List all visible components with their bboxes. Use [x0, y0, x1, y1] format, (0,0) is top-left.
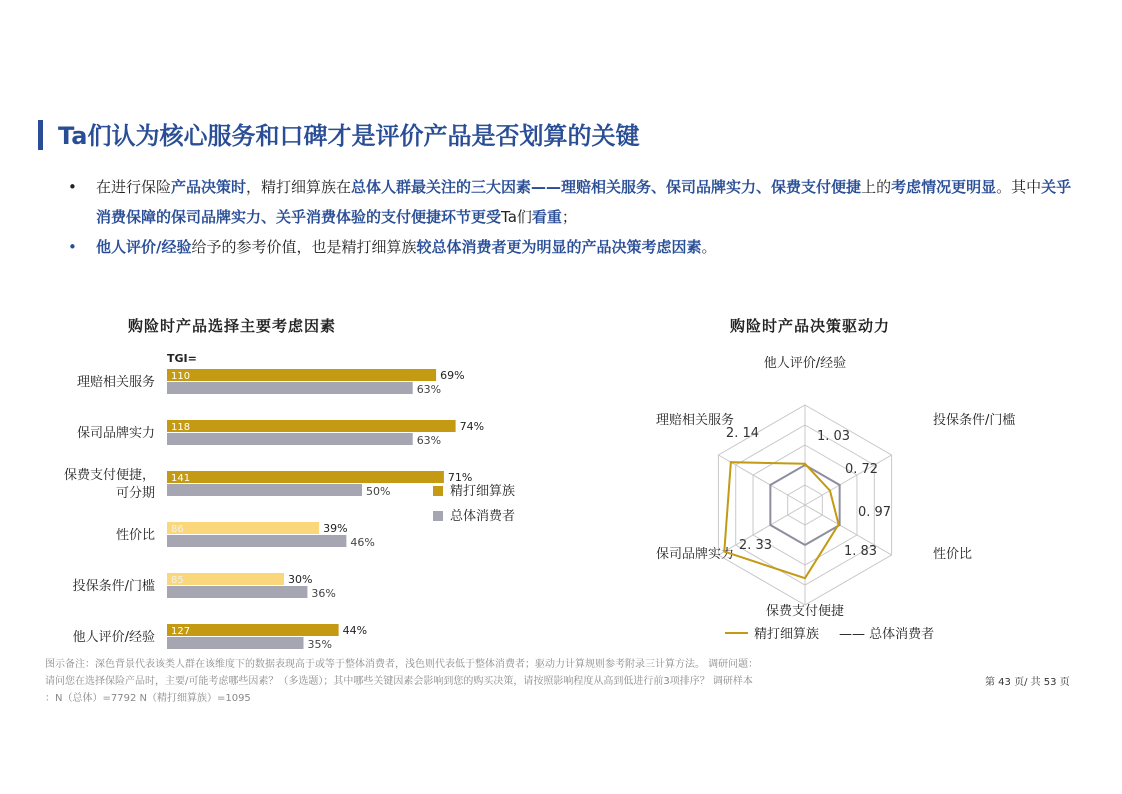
radar-axis-label: 理赔相关服务 — [655, 413, 734, 428]
page-title: Ta们认为核心服务和口碑才是评价产品是否划算的关键 — [58, 122, 640, 150]
legend-label: 精打细算族 — [754, 627, 820, 642]
bullet-text-1 — [96, 178, 1071, 226]
highlight-text: 较总体消费者更为明显的产品决策考虑因素 — [416, 238, 702, 256]
footnote-line: 图示备注：深色背景代表该类人群在该维度下的数据表现高于或等于整体消费者，浅色则代表低于整体消费者；驱动力计算规则参考附录三计算方法。 调研问题： — [45, 659, 759, 670]
bar-overall — [167, 484, 362, 496]
radar-data-label: 0. 97 — [858, 505, 892, 520]
category-label: 投保条件/门槛 — [72, 579, 155, 594]
tgi-value: 85 — [171, 575, 184, 586]
highlight-text: 考虑情况更明显 — [891, 178, 997, 196]
page-number: 第 43 页/ 共 53 页 — [985, 677, 1070, 688]
bar-overall — [167, 586, 307, 598]
body-text: 。其中 — [996, 178, 1042, 196]
footnote-line: 请问您在选择保险产品时，主要/可能考虑哪些因素？（多选题）；其中哪些关键因素会影响到您的购买决策，请按照影响程度从高到低进行前3项排序？ 调研样本 — [45, 676, 753, 687]
bar-chart-title: 购险时产品选择主要考虑因素 — [128, 317, 337, 335]
bar-overall — [167, 637, 304, 649]
radar-data-label: 1. 03 — [817, 429, 851, 444]
bullet-text-2 — [96, 238, 717, 256]
radar-axis-label: 保费支付便捷 — [765, 604, 845, 619]
body-text: 上的 — [861, 178, 892, 196]
title-accent-bar — [38, 120, 43, 150]
radar-axis-label: 投保条件/门槛 — [933, 413, 1016, 428]
bar-value-label: 69% — [440, 369, 465, 382]
category-label: 性价比 — [115, 528, 155, 543]
bar-value-label: 44% — [342, 624, 368, 637]
tgi-value: 118 — [171, 422, 191, 433]
bar-overall — [167, 382, 413, 394]
bar-frugal — [167, 624, 339, 636]
highlight-text: 他人评价/经验 — [96, 238, 192, 256]
bar-chart — [40, 345, 560, 650]
radar-data-label: 1. 83 — [844, 544, 878, 559]
legend-label: 精打细算族 — [450, 484, 516, 499]
category-label: 保费支付便捷， — [63, 468, 155, 483]
bar-frugal — [167, 369, 436, 381]
radar-axis-label: 他人评价/经验 — [763, 356, 847, 371]
highlight-text: 关乎消费保障的保司品牌实力、关乎消费体验的支付便捷环节更受 — [96, 178, 1072, 226]
radar-chart-title: 购险时产品决策驱动力 — [730, 317, 891, 335]
body-text: Ta们 — [501, 208, 532, 226]
bullet-item-1 — [68, 172, 1078, 232]
bar-overall — [167, 433, 413, 445]
bar-frugal — [167, 573, 284, 585]
legend-swatch-frugal — [433, 486, 443, 496]
radar-axis-label: 性价比 — [933, 547, 973, 562]
bullet-list — [68, 172, 1078, 262]
bar-frugal — [167, 471, 444, 483]
bar-value-label: 50% — [366, 485, 391, 498]
tgi-value: 141 — [171, 473, 191, 484]
bar-value-label: 74% — [459, 420, 485, 433]
legend-swatch-overall — [433, 511, 443, 521]
bar-value-label: 71% — [447, 471, 473, 484]
bar-overall — [167, 535, 346, 547]
highlight-text: 看重 — [531, 208, 562, 226]
category-label: 理赔相关服务 — [76, 375, 155, 390]
category-label: 保司品牌实力 — [76, 426, 155, 441]
radar-axis-label: 保司品牌实力 — [655, 547, 734, 562]
radar-data-label: 0. 72 — [845, 462, 879, 477]
body-text: 在进行保险 — [96, 178, 172, 196]
radar-data-label: 2. 14 — [725, 426, 759, 441]
tgi-value: 110 — [171, 371, 191, 382]
tgi-value: 127 — [171, 626, 191, 637]
tgi-label: TGI= — [167, 352, 197, 365]
body-text: ，精打细算族在 — [246, 178, 352, 196]
bar-frugal — [167, 522, 319, 534]
radar-data-label: 2. 33 — [738, 538, 772, 553]
highlight-text: 产品决策时 — [171, 178, 247, 196]
bar-value-label: 30% — [288, 573, 313, 586]
bullet-item-2 — [68, 232, 1078, 262]
category-label: 可分期 — [115, 486, 155, 501]
legend-label: 总体消费者 — [450, 509, 516, 524]
body-text: ； — [561, 208, 577, 226]
bar-value-label: 35% — [307, 638, 332, 650]
highlight-text: 总体人群最关注的三大因素——理赔相关服务、保司品牌实力、保费支付便捷 — [351, 178, 862, 196]
bullet-dot: • — [68, 238, 77, 256]
body-text: 。 — [701, 238, 717, 256]
radar-chart — [630, 345, 1060, 650]
bar-value-label: 36% — [311, 587, 336, 600]
body-text: 给予的参考价值，也是精打细算族 — [191, 238, 417, 256]
bar-value-label: 63% — [416, 434, 442, 447]
legend-label: —— 总体消费者 — [839, 627, 935, 642]
footnote-line: ：N（总体）=7792 N（精打细算族）=1095 — [45, 693, 251, 704]
footnote — [45, 656, 895, 707]
bar-value-label: 39% — [323, 522, 348, 535]
bullet-dot: • — [68, 178, 77, 196]
bar-value-label: 46% — [350, 536, 375, 549]
bar-value-label: 63% — [416, 383, 442, 396]
bar-frugal — [167, 420, 456, 432]
category-label: 他人评价/经验 — [72, 630, 155, 645]
tgi-value: 86 — [171, 524, 184, 535]
